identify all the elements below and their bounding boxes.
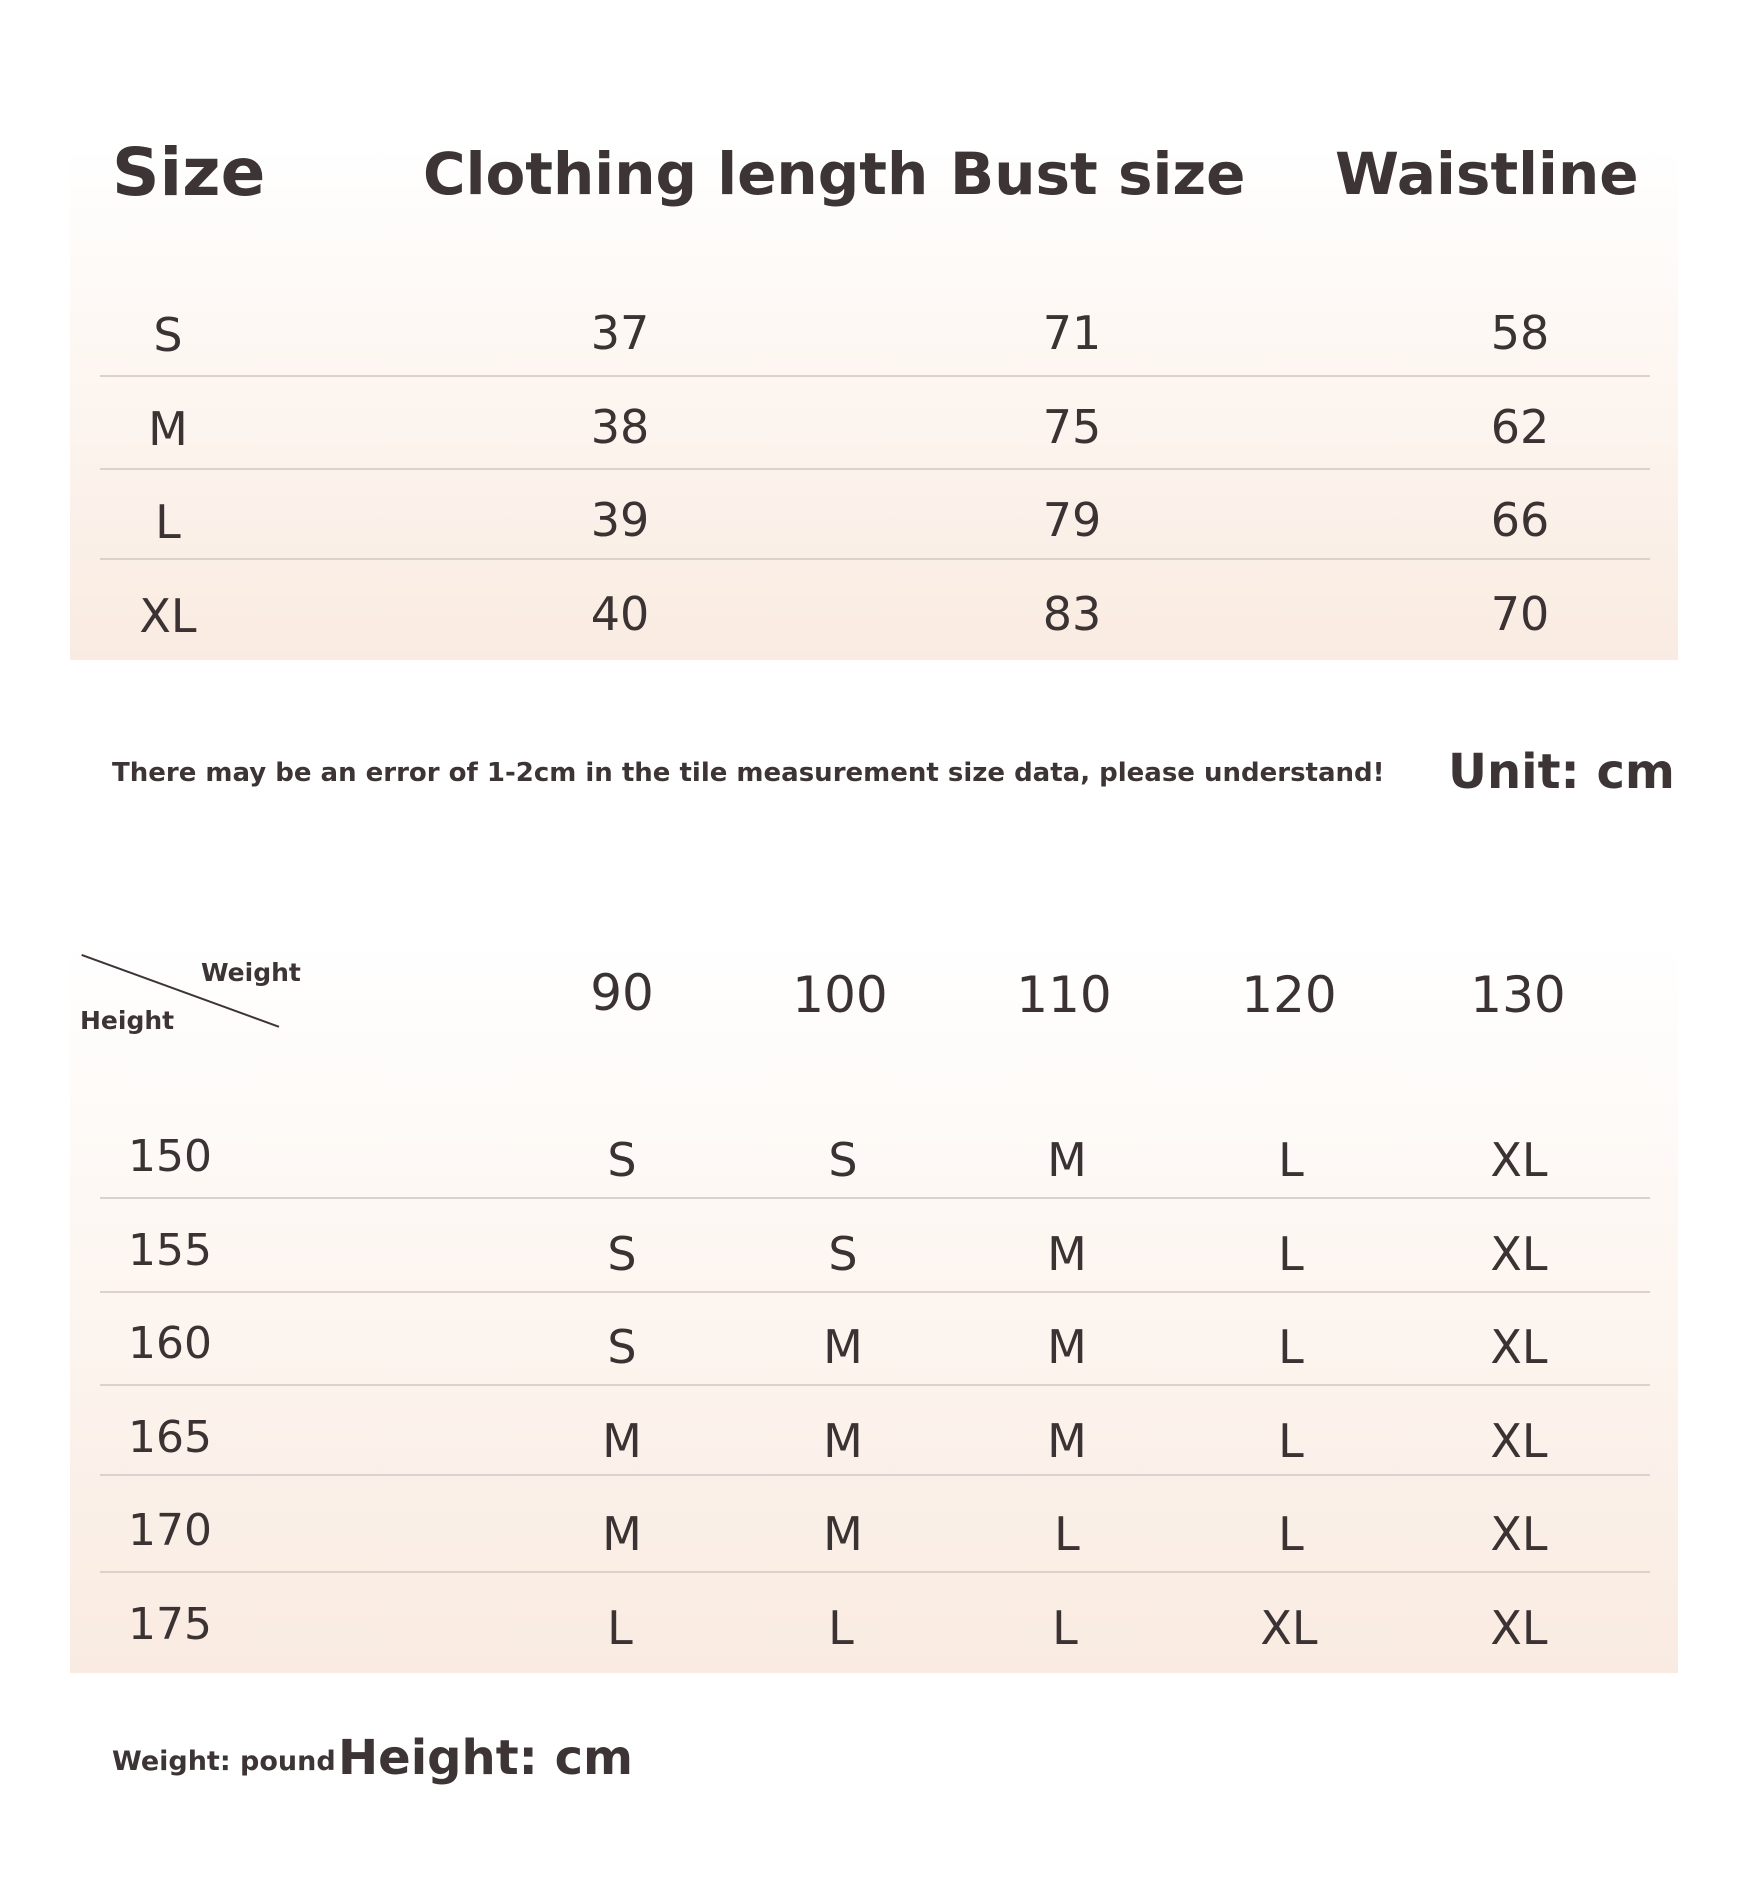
- recommended-size-cell: L: [1278, 1133, 1304, 1187]
- recommended-size-cell: M: [1047, 1227, 1087, 1281]
- length-cell: 38: [590, 400, 650, 454]
- recommended-size-cell: M: [823, 1414, 863, 1468]
- bust-cell: 79: [1042, 493, 1102, 547]
- recommended-size-cell: XL: [1490, 1414, 1548, 1468]
- height-cell: 160: [128, 1318, 212, 1369]
- row-divider: [100, 1571, 1650, 1573]
- length-cell: 40: [590, 587, 650, 641]
- recommended-size-cell: L: [1052, 1601, 1078, 1655]
- corner-weight-label: Weight: [201, 958, 301, 987]
- weight-header: 90: [590, 964, 654, 1022]
- size-cell: L: [155, 495, 181, 549]
- row-divider: [100, 1291, 1650, 1293]
- waist-cell: 62: [1490, 400, 1550, 454]
- recommended-size-cell: M: [823, 1507, 863, 1561]
- weight-unit-label: Weight: pound: [112, 1746, 336, 1777]
- height-cell: 150: [128, 1131, 212, 1182]
- row-divider: [100, 1474, 1650, 1476]
- recommended-size-cell: XL: [1260, 1601, 1318, 1655]
- recommended-size-cell: L: [1054, 1507, 1080, 1561]
- height-cell: 165: [128, 1412, 212, 1463]
- waist-cell: 66: [1490, 493, 1550, 547]
- header-clothing-length: Clothing length: [423, 140, 929, 208]
- waist-cell: 58: [1490, 306, 1550, 360]
- recommended-size-cell: M: [1047, 1414, 1087, 1468]
- recommended-size-cell: XL: [1490, 1320, 1548, 1374]
- header-size: Size: [112, 134, 266, 211]
- height-cell: 155: [128, 1225, 212, 1276]
- recommended-size-cell: M: [602, 1414, 642, 1468]
- recommended-size-cell: L: [1278, 1507, 1304, 1561]
- recommended-size-cell: S: [607, 1133, 637, 1187]
- size-cell: M: [148, 402, 188, 456]
- weight-header: 110: [1016, 966, 1112, 1024]
- weight-header: 130: [1470, 966, 1566, 1024]
- length-cell: 37: [590, 306, 650, 360]
- recommended-size-cell: M: [1047, 1133, 1087, 1187]
- size-table-background: [70, 140, 1678, 660]
- height-unit-label: Height: cm: [338, 1730, 634, 1786]
- corner-height-label: Height: [80, 1006, 175, 1035]
- size-cell: XL: [139, 589, 197, 643]
- recommend-table-background: [70, 940, 1678, 1673]
- size-cell: S: [153, 308, 183, 362]
- recommended-size-cell: L: [607, 1601, 633, 1655]
- recommended-size-cell: M: [823, 1320, 863, 1374]
- recommended-size-cell: M: [602, 1507, 642, 1561]
- recommended-size-cell: S: [828, 1227, 858, 1281]
- recommended-size-cell: L: [1278, 1320, 1304, 1374]
- length-cell: 39: [590, 493, 650, 547]
- recommended-size-cell: L: [1278, 1227, 1304, 1281]
- recommended-size-cell: XL: [1490, 1133, 1548, 1187]
- header-waistline: Waistline: [1335, 140, 1639, 208]
- row-divider: [100, 468, 1650, 470]
- header-bust-size: Bust size: [950, 140, 1246, 208]
- recommended-size-cell: XL: [1490, 1507, 1548, 1561]
- height-cell: 175: [128, 1599, 212, 1650]
- recommended-size-cell: XL: [1490, 1227, 1548, 1281]
- recommended-size-cell: S: [607, 1320, 637, 1374]
- unit-label: Unit: cm: [1448, 744, 1675, 800]
- measurement-note: There may be an error of 1-2cm in the tile measurement size data, please understand!: [112, 758, 1385, 788]
- recommended-size-cell: XL: [1490, 1601, 1548, 1655]
- row-divider: [100, 375, 1650, 377]
- row-divider: [100, 1384, 1650, 1386]
- bust-cell: 75: [1042, 400, 1102, 454]
- recommended-size-cell: M: [1047, 1320, 1087, 1374]
- recommended-size-cell: L: [828, 1601, 854, 1655]
- row-divider: [100, 558, 1650, 560]
- recommended-size-cell: L: [1278, 1414, 1304, 1468]
- weight-header: 120: [1241, 966, 1337, 1024]
- weight-header: 100: [792, 966, 888, 1024]
- row-divider: [100, 1197, 1650, 1199]
- recommended-size-cell: S: [828, 1133, 858, 1187]
- height-cell: 170: [128, 1505, 212, 1556]
- bust-cell: 83: [1042, 587, 1102, 641]
- recommended-size-cell: S: [607, 1227, 637, 1281]
- bust-cell: 71: [1042, 306, 1102, 360]
- waist-cell: 70: [1490, 587, 1550, 641]
